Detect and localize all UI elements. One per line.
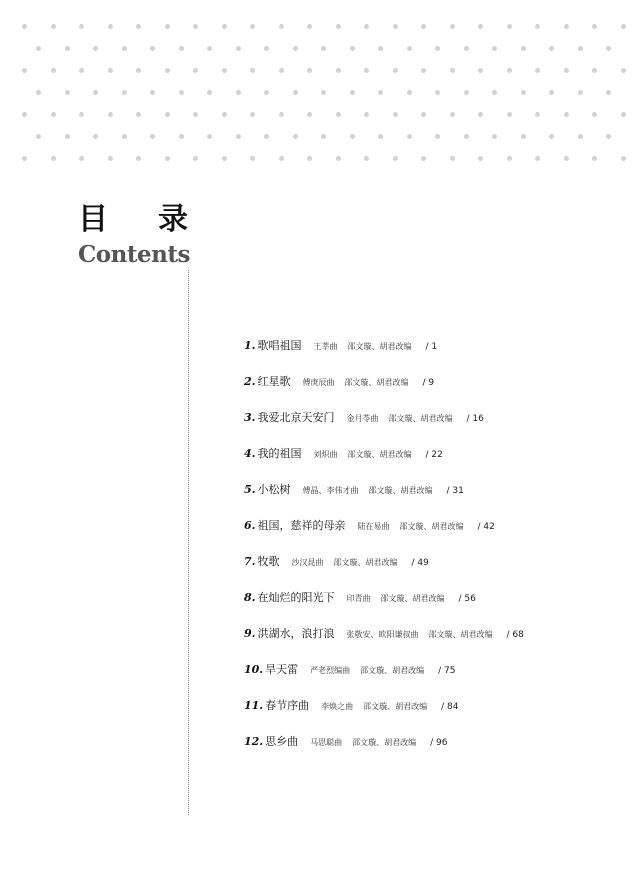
dot <box>79 24 84 29</box>
dot <box>222 68 227 73</box>
toc-entry[interactable] <box>244 476 464 504</box>
toc-entry-number: 10. <box>244 663 264 676</box>
toc-entry[interactable] <box>244 368 434 396</box>
dot <box>307 156 312 161</box>
dot <box>136 68 141 73</box>
dot <box>93 46 98 51</box>
toc-entry-page: / 49 <box>411 558 429 568</box>
toc-entry-composer: 陆在易曲 <box>357 522 390 531</box>
dot <box>464 46 469 51</box>
toc-entry-number: 12. <box>244 735 264 748</box>
dot-row <box>18 156 628 166</box>
toc-entry-title: 我的祖国 <box>257 447 302 460</box>
dot <box>122 90 127 95</box>
dot <box>79 68 84 73</box>
toc-entry[interactable] <box>244 332 437 360</box>
dot <box>564 24 569 29</box>
toc-entry-title: 牧歌 <box>257 555 280 568</box>
toc-entry[interactable] <box>244 728 448 756</box>
toc-entry-page: / 56 <box>458 594 476 604</box>
dot <box>549 90 554 95</box>
page-title-english: Contents <box>78 241 190 268</box>
dot <box>435 46 440 51</box>
toc-entry-composer: 张敬安、欧阳谦叔曲 <box>346 630 419 639</box>
dot <box>79 112 84 117</box>
dot <box>307 112 312 117</box>
dot <box>478 156 483 161</box>
dot <box>621 156 626 161</box>
toc-entry-title: 春节序曲 <box>265 699 310 712</box>
toc-entry-title: 旱天雷 <box>265 663 299 676</box>
toc-entry-arranger: 邵文璇、胡君改编 <box>347 342 412 351</box>
dot <box>250 68 255 73</box>
toc-entry-arranger: 邵文璇、胡君改编 <box>399 522 464 531</box>
toc-entry-title: 思乡曲 <box>265 735 299 748</box>
dot <box>592 156 597 161</box>
dot <box>65 46 70 51</box>
dot <box>592 112 597 117</box>
toc-entry-title: 红星歌 <box>257 375 291 388</box>
toc-entry-composer: 李焕之曲 <box>321 702 354 711</box>
toc-entry-title: 小松树 <box>257 483 291 496</box>
dot <box>378 134 383 139</box>
toc-entry-page: / 9 <box>422 378 435 388</box>
dot <box>521 90 526 95</box>
dot <box>621 24 626 29</box>
toc-entry-number: 3. <box>244 411 256 424</box>
dot <box>264 90 269 95</box>
dot <box>492 46 497 51</box>
dot-row <box>18 90 628 100</box>
toc-entry[interactable] <box>244 656 456 684</box>
dot <box>478 68 483 73</box>
dot <box>165 112 170 117</box>
dot <box>193 156 198 161</box>
dot <box>578 134 583 139</box>
dot <box>393 24 398 29</box>
dot <box>564 68 569 73</box>
toc-entry-arranger: 邵文璇、胡君改编 <box>380 594 445 603</box>
dot <box>279 112 284 117</box>
dot <box>421 68 426 73</box>
dot <box>136 156 141 161</box>
dot <box>549 46 554 51</box>
toc-entry-composer: 马思聪曲 <box>310 738 343 747</box>
dot <box>507 112 512 117</box>
dot <box>36 134 41 139</box>
dot <box>549 134 554 139</box>
dot <box>321 134 326 139</box>
dot <box>350 46 355 51</box>
dot <box>364 68 369 73</box>
dot <box>336 68 341 73</box>
dot <box>179 46 184 51</box>
dot <box>421 156 426 161</box>
dot <box>150 134 155 139</box>
dot-pattern-decoration <box>18 18 628 188</box>
dot <box>435 90 440 95</box>
dot <box>250 156 255 161</box>
dot <box>165 68 170 73</box>
dot <box>307 68 312 73</box>
dot <box>350 134 355 139</box>
toc-entry-page: / 22 <box>425 450 443 460</box>
dot <box>521 46 526 51</box>
toc-entry-composer: 王莘曲 <box>313 342 338 351</box>
toc-entry[interactable] <box>244 404 484 432</box>
dot <box>321 46 326 51</box>
vertical-dotted-divider <box>188 270 189 815</box>
dot <box>150 46 155 51</box>
dot <box>321 90 326 95</box>
dot <box>236 90 241 95</box>
dot <box>621 68 626 73</box>
toc-entry-arranger: 邵文璇、胡君改编 <box>388 414 453 423</box>
dot <box>108 156 113 161</box>
toc-entry[interactable] <box>244 692 459 720</box>
dot <box>407 134 412 139</box>
dot-row <box>18 134 628 144</box>
dot <box>51 68 56 73</box>
dot <box>606 90 611 95</box>
dot <box>535 112 540 117</box>
dot <box>136 24 141 29</box>
dot <box>279 156 284 161</box>
dot <box>36 90 41 95</box>
toc-entry-arranger: 邵文璇、胡君改编 <box>352 738 417 747</box>
dot <box>492 134 497 139</box>
dot <box>336 24 341 29</box>
dot <box>507 156 512 161</box>
toc-entry-composer: 印青曲 <box>346 594 371 603</box>
dot <box>207 46 212 51</box>
dot <box>108 112 113 117</box>
toc-entry-page: / 16 <box>466 414 484 424</box>
dot <box>535 24 540 29</box>
dot <box>364 112 369 117</box>
dot <box>36 46 41 51</box>
dot <box>407 46 412 51</box>
dot <box>193 68 198 73</box>
dot <box>535 68 540 73</box>
dot <box>222 112 227 117</box>
dot-row <box>18 24 628 34</box>
dot <box>564 112 569 117</box>
dot <box>407 90 412 95</box>
dot <box>507 24 512 29</box>
toc-entry[interactable] <box>244 584 476 612</box>
toc-entry[interactable] <box>244 620 524 648</box>
dot <box>450 68 455 73</box>
dot <box>364 156 369 161</box>
toc-entry-title: 洪湖水，浪打浪 <box>257 627 335 640</box>
toc-entry-composer: 金月苓曲 <box>346 414 379 423</box>
dot <box>150 90 155 95</box>
toc-entry-arranger: 邵文璇、胡君改编 <box>347 450 412 459</box>
toc-entry-page: / 42 <box>477 522 495 532</box>
dot <box>393 156 398 161</box>
dot <box>450 112 455 117</box>
toc-entry-composer: 傅晶、李伟才曲 <box>302 486 359 495</box>
dot <box>250 24 255 29</box>
toc-entry-title: 祖国，慈祥的母亲 <box>257 519 346 532</box>
dot <box>592 24 597 29</box>
toc-entry-number: 1. <box>244 339 256 352</box>
dot <box>236 46 241 51</box>
dot <box>435 134 440 139</box>
toc-entry-page: / 31 <box>446 486 464 496</box>
dot <box>621 112 626 117</box>
toc-entry-composer: 沙汉昆曲 <box>291 558 324 567</box>
dot <box>492 90 497 95</box>
dot <box>93 90 98 95</box>
dot <box>564 156 569 161</box>
dot <box>293 46 298 51</box>
toc-entry-number: 4. <box>244 447 256 460</box>
dot <box>51 24 56 29</box>
dot <box>222 24 227 29</box>
dot <box>22 68 27 73</box>
dot <box>378 46 383 51</box>
dot <box>264 46 269 51</box>
toc-entry-composer: 严老烈编曲 <box>310 666 351 675</box>
dot <box>378 90 383 95</box>
dot <box>279 68 284 73</box>
dot-row <box>18 68 628 78</box>
toc-entry-arranger: 邵文璇、胡君改编 <box>428 630 493 639</box>
dot <box>464 90 469 95</box>
dot <box>478 112 483 117</box>
dot <box>122 46 127 51</box>
dot <box>535 156 540 161</box>
dot <box>22 156 27 161</box>
dot <box>393 112 398 117</box>
dot <box>393 68 398 73</box>
dot <box>108 24 113 29</box>
dot <box>521 134 526 139</box>
toc-entry-arranger: 邵文璇、胡君改编 <box>368 486 433 495</box>
dot <box>207 90 212 95</box>
dot <box>578 90 583 95</box>
dot-row <box>18 46 628 56</box>
toc-entry-arranger: 邵文璇、胡君改编 <box>344 378 409 387</box>
dot <box>65 134 70 139</box>
dot <box>51 156 56 161</box>
dot <box>336 156 341 161</box>
dot <box>450 156 455 161</box>
toc-entry-number: 7. <box>244 555 256 568</box>
dot <box>179 90 184 95</box>
toc-entry-title: 我爱北京天安门 <box>257 411 335 424</box>
dot <box>136 112 141 117</box>
toc-entry-arranger: 邵文璇、胡君改编 <box>333 558 398 567</box>
toc-entry-page: / 68 <box>506 630 524 640</box>
dot-row <box>18 112 628 122</box>
dot <box>193 112 198 117</box>
toc-entry[interactable] <box>244 440 443 468</box>
dot <box>578 46 583 51</box>
dot <box>350 90 355 95</box>
toc-entry-composer: 傅庚辰曲 <box>302 378 335 387</box>
dot <box>250 112 255 117</box>
dot <box>122 134 127 139</box>
toc-entry-page: / 84 <box>441 702 459 712</box>
dot <box>606 134 611 139</box>
dot <box>307 24 312 29</box>
toc-entry-number: 5. <box>244 483 256 496</box>
toc-entry-number: 11. <box>244 699 264 712</box>
dot <box>606 46 611 51</box>
dot <box>264 134 269 139</box>
dot <box>22 24 27 29</box>
toc-entry[interactable] <box>244 512 495 540</box>
toc-entry-number: 2. <box>244 375 256 388</box>
dot <box>421 112 426 117</box>
dot <box>507 68 512 73</box>
dot <box>293 134 298 139</box>
dot <box>193 24 198 29</box>
dot <box>165 24 170 29</box>
dot <box>222 156 227 161</box>
dot <box>421 24 426 29</box>
dot <box>450 24 455 29</box>
toc-entry-title: 在灿烂的阳光下 <box>257 591 335 604</box>
dot <box>108 68 113 73</box>
dot <box>236 134 241 139</box>
dot <box>93 134 98 139</box>
dot <box>478 24 483 29</box>
dot <box>336 112 341 117</box>
dot <box>293 90 298 95</box>
dot <box>592 68 597 73</box>
dot <box>51 112 56 117</box>
dot <box>464 134 469 139</box>
toc-entry-arranger: 邵文璇、胡君改编 <box>363 702 428 711</box>
toc-entry-composer: 刘炽曲 <box>313 450 338 459</box>
toc-entry[interactable] <box>244 548 429 576</box>
toc-entry-number: 6. <box>244 519 256 532</box>
dot <box>165 156 170 161</box>
dot <box>279 24 284 29</box>
page-title-chinese: 目录 <box>78 202 238 237</box>
toc-entry-page: / 75 <box>438 666 456 676</box>
dot <box>65 90 70 95</box>
dot <box>364 24 369 29</box>
toc-entry-page: / 96 <box>430 738 448 748</box>
dot <box>207 134 212 139</box>
toc-entry-arranger: 邵文璇、胡君改编 <box>360 666 425 675</box>
toc-entry-number: 9. <box>244 627 256 640</box>
toc-entry-page: / 1 <box>425 342 438 352</box>
dot <box>22 112 27 117</box>
toc-entry-number: 8. <box>244 591 256 604</box>
toc-entry-title: 歌唱祖国 <box>257 339 302 352</box>
dot <box>79 156 84 161</box>
dot <box>179 134 184 139</box>
